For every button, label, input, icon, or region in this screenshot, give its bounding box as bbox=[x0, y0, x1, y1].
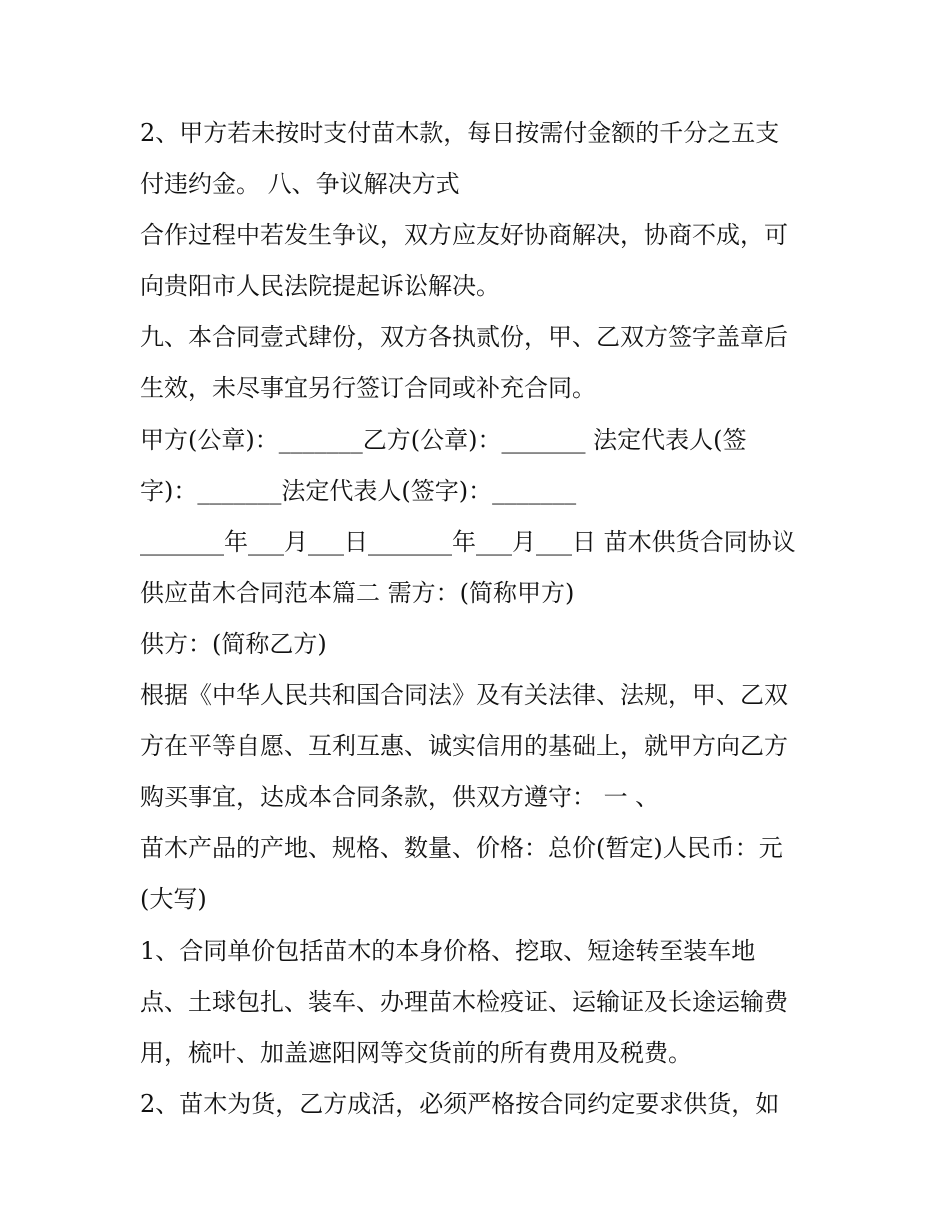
text-line: 用，梳叶、加盖遮阳网等交货前的所有费用及税费。 bbox=[140, 1038, 692, 1067]
section-heading: 供应苗木合同范本篇二 需方：(简称甲方) bbox=[140, 578, 575, 607]
text-line: 根据《中华人民共和国合同法》及有关法律、法规，甲、乙双 bbox=[140, 681, 788, 710]
text-line: 供方：(简称乙方) bbox=[140, 629, 327, 658]
text-line: (大写) bbox=[140, 885, 207, 914]
date-line: _______年___月___日_______年___月___日 苗木供货合同协议 bbox=[140, 527, 796, 556]
text-line: 方在平等自愿、互利互惠、诚实信用的基础上，就甲方向乙方 bbox=[140, 732, 788, 761]
text-line: 付违约金。 八、争议解决方式 bbox=[140, 170, 460, 199]
text-line: 生效，未尽事宜另行签订合同或补充合同。 bbox=[140, 374, 596, 403]
text-line: 向贵阳市人民法院提起诉讼解决。 bbox=[140, 272, 500, 301]
text-line: 苗木产品的产地、规格、数量、价格：总价(暂定)人民币：元 bbox=[140, 834, 783, 863]
signature-line: 甲方(公章)：_______乙方(公章)：_______ 法定代表人(签 bbox=[140, 425, 747, 454]
text-line: 2、甲方若未按时支付苗木款，每日按需付金额的千分之五支 bbox=[140, 119, 780, 147]
text-line: 合作过程中若发生争议，双方应友好协商解决，协商不成，可 bbox=[140, 221, 788, 250]
text-line: 点、土球包扎、装车、办理苗木检疫证、运输证及长途运输费 bbox=[140, 987, 788, 1016]
signature-line: 字)：_______法定代表人(签字)：_______ bbox=[140, 476, 577, 505]
text-line: 1、合同单价包括苗木的本身价格、挖取、短途转至装车地 bbox=[140, 936, 756, 965]
text-line: 购买事宜，达成本合同条款，供双方遵守： 一 、 bbox=[140, 783, 660, 812]
contract-text-body bbox=[140, 108, 830, 1130]
text-line: 九、本合同壹式肆份，双方各执贰份，甲、乙双方签字盖章后 bbox=[140, 323, 788, 352]
text-line: 2、苗木为货，乙方成活，必须严格按合同约定要求供货，如 bbox=[140, 1089, 780, 1118]
